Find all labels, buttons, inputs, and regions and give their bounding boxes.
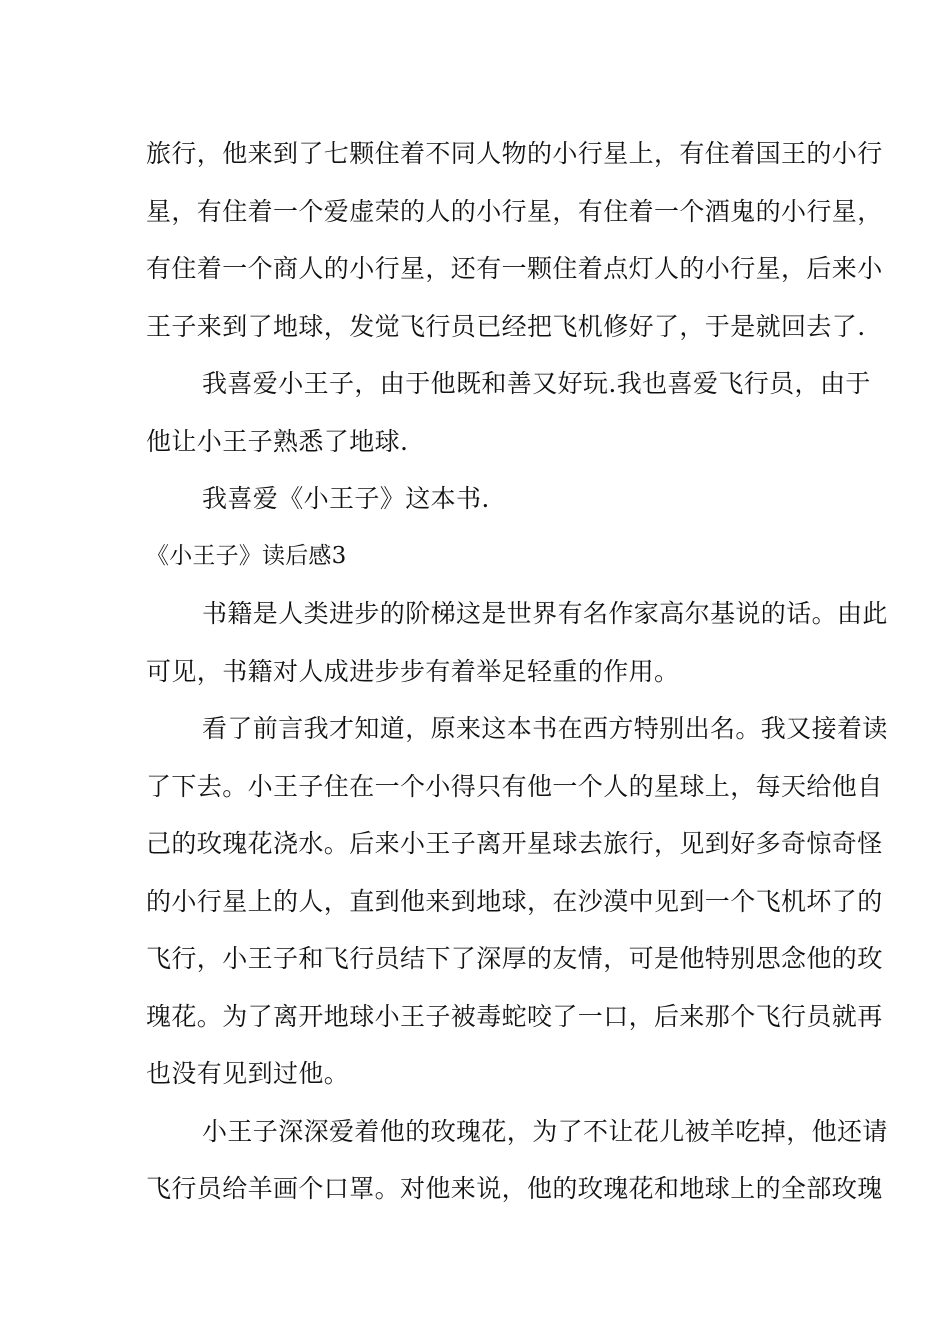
paragraph-start-line: 书籍是人类进步的阶梯这是世界有名作家高尔基说的话。由此 <box>202 599 888 628</box>
text-line: 飞行，小王子和飞行员结下了深厚的友情，可是他特别思念他的玫 <box>146 944 883 973</box>
text-line: 己的玫瑰花浇水。后来小王子离开星球去旅行，见到好多奇惊奇怪 <box>146 829 883 858</box>
paragraph-start-line: 我喜爱小王子，由于他既和善又好玩.我也喜爱飞行员，由于 <box>202 369 871 398</box>
text-line: 王子来到了地球，发觉飞行员已经把飞机修好了，于是就回去了. <box>146 311 866 341</box>
text-line: 了下去。小王子住在一个小得只有他一个人的星球上，每天给他自 <box>146 771 883 801</box>
section-heading: 《小王子》读后感3 <box>146 542 347 569</box>
text-line: 飞行员给羊画个口罩。对他来说，他的玫瑰花和地球上的全部玫瑰 <box>146 1174 883 1203</box>
paragraph-start-line: 小王子深深爱着他的玫瑰花，为了不让花儿被羊吃掉，他还请 <box>202 1116 888 1146</box>
text-line: 他让小王子熟悉了地球. <box>146 426 409 456</box>
text-line: 星，有住着一个爱虚荣的人的小行星，有住着一个酒鬼的小行星， <box>146 196 883 226</box>
text-line: 有住着一个商人的小行星，还有一颗住着点灯人的小行星，后来小 <box>146 254 883 283</box>
essay-body <box>146 125 888 1218</box>
text-line: 也没有见到过他。 <box>146 1059 350 1088</box>
text-line: 可见，书籍对人成进步步有着举足轻重的作用。 <box>146 656 680 686</box>
paragraph-start-line: 我喜爱《小王子》这本书. <box>202 484 490 513</box>
text-line: 旅行，他来到了七颗住着不同人物的小行星上，有住着国王的小行 <box>146 139 883 168</box>
text-line: 瑰花。为了离开地球小王子被毒蛇咬了一口，后来那个飞行员就再 <box>146 1001 883 1031</box>
text-line: 的小行星上的人，直到他来到地球，在沙漠中见到一个飞机坏了的 <box>146 886 883 916</box>
paragraph-start-line: 看了前言我才知道，原来这本书在西方特别出名。我又接着读 <box>202 714 888 743</box>
